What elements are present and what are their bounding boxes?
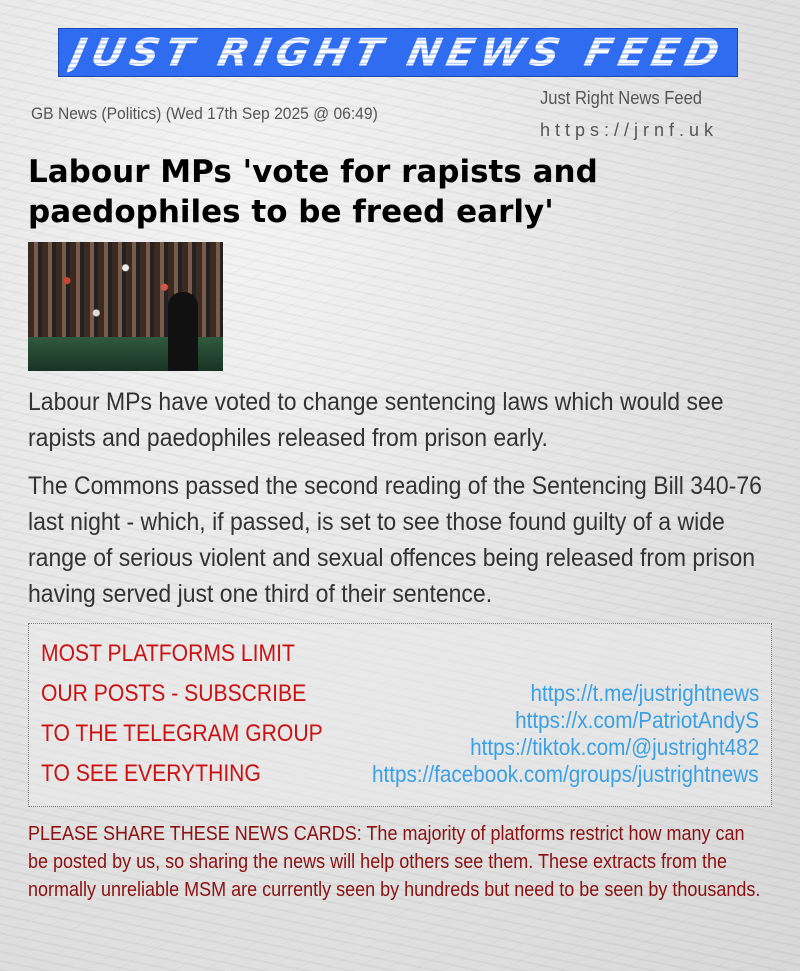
- article-paragraph-1: Labour MPs have voted to change sentencing laws which would see rapists and paedophiles released from prison early.: [28, 388, 724, 452]
- site-name: Just Right News Feed: [540, 88, 702, 108]
- promo-line-3: TO THE TELEGRAM GROUP: [41, 720, 323, 747]
- article-photo: [28, 242, 223, 371]
- source-dateline: GB News (Politics) (Wed 17th Sep 2025 @ 06:49): [31, 104, 378, 123]
- facebook-link[interactable]: https://facebook.com/groups/justrightnews: [372, 761, 759, 787]
- article-headline: Labour MPs 'vote for rapists and paedophiles to be freed early': [28, 154, 598, 230]
- photo-figure: [168, 292, 198, 371]
- site-banner: [58, 28, 738, 77]
- site-url-link[interactable]: https://jrnf.uk: [540, 120, 719, 140]
- promo-line-4: TO SEE EVERYTHING: [41, 760, 261, 787]
- x-link[interactable]: https://x.com/PatriotAndyS: [515, 707, 759, 733]
- banner-title: JUST RIGHT NEWS FEED: [66, 30, 730, 75]
- share-notice: PLEASE SHARE THESE NEWS CARDS: The majority of platforms restrict how many can be posted by us, so sharing the news will help others see them. These extracts from the normally unreliable MSM are currently seen by hundreds but need to be seen by thousands.: [28, 823, 761, 901]
- subscribe-promo-box: [28, 623, 772, 807]
- article-paragraph-2: The Commons passed the second reading of the Sentencing Bill 340-76 last night - which, if passed, is set to see those found guilty of a wide range of serious violent and sexual offences being released from prison having served just one third of their sentence.: [28, 472, 762, 608]
- telegram-link[interactable]: https://t.me/justrightnews: [530, 680, 759, 706]
- tiktok-link[interactable]: https://tiktok.com/@justright482: [469, 734, 759, 760]
- promo-line-2: OUR POSTS - SUBSCRIBE: [41, 680, 307, 707]
- promo-line-1: MOST PLATFORMS LIMIT: [41, 640, 295, 667]
